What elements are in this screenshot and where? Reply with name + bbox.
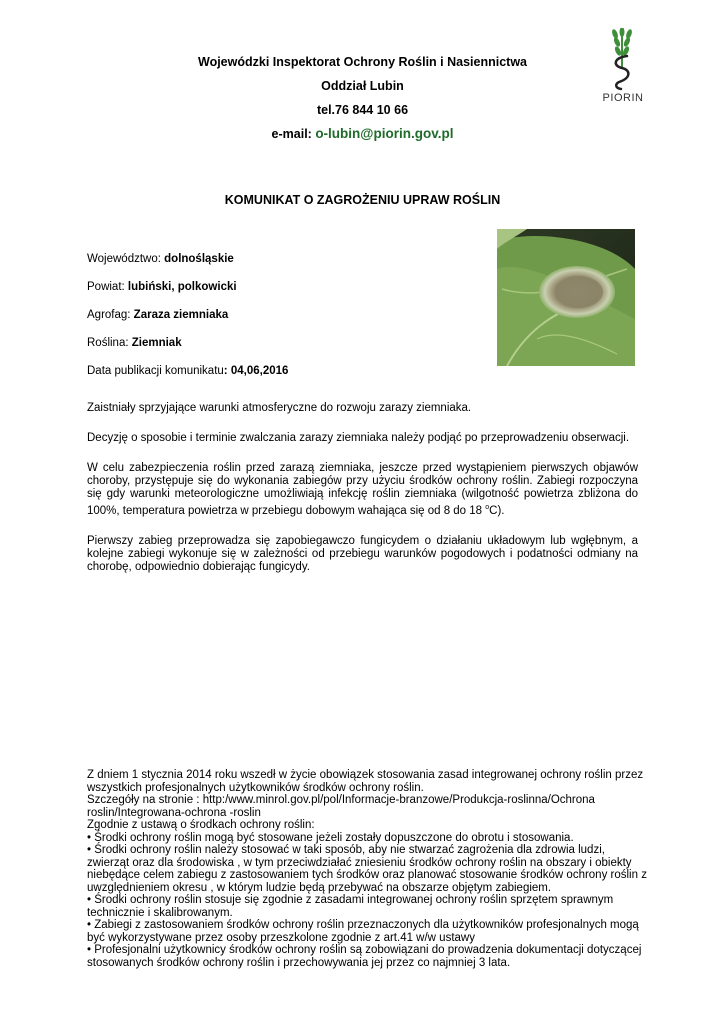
pest-label: Agrofag:	[87, 309, 134, 321]
legal-bullet-4: • Zabiegi z zastosowaniem środków ochrony roślin przeznaczonych dla użytkowników profesjonalnych mogą być wykorzystywane przez osoby przeszkolone zgodnie z art.41 w/w ustawy	[87, 919, 639, 944]
legal-link[interactable]: Szczegóły na stronie : http:/www.minrol.gov.pl/pol/Informacje-branzowe/Produkcja-roslinna/Ochrona roslin/Integrowana-ochrona -roslin	[87, 794, 595, 819]
legal-bullet-1: • Środki ochrony roślin mogą być stosowane jeżeli zostały dopuszczone do obrotu i stosowania.	[87, 831, 574, 844]
plant-label: Roślina:	[87, 337, 132, 349]
field-plant	[87, 335, 487, 363]
date-colon: :	[223, 365, 228, 377]
plant-value: Ziemniak	[131, 337, 182, 349]
leaf-blight-photo	[497, 229, 635, 366]
paragraph-conditions: Zaistniały sprzyjające warunki atmosferyczne do rozwoju zarazy ziemniaka.	[87, 402, 472, 414]
field-pest	[87, 307, 487, 335]
header-institution: Wojewódzki Inspektorat Ochrony Roślin i Nasiennictwa	[198, 55, 527, 69]
legal-bullet-5: • Profesjonalni użytkownicy środków ochrony roślin są zobowiązani do prowadzenia dokumentacji dotyczącej stosowanych środków ochrony roślin i przechowywania jej przez co najmniej 3 lata.	[87, 944, 642, 969]
paragraph-first-treatment: Pierwszy zabieg przeprowadza się zapobiegawczo fungicydem o działaniu układowym lub wgłębnym, a kolejne zabiegi wykonuje się w zależności od przebiegu warunków pogodowych i podatności odmiany na chorobę, odpowiednio dobierając fungicydy.	[87, 534, 638, 573]
paragraph-protection	[87, 462, 638, 518]
paragraph-decision: Decyzję o sposobie i terminie zwalczania zarazy ziemniaka należy podjąć po przeprowadzeniu obserwacji.	[87, 432, 630, 444]
degree-sup: o	[485, 504, 490, 511]
wheat-snake-icon	[595, 28, 651, 92]
document-title: KOMUNIKAT O ZAGROŻENIU UPRAW ROŚLIN	[224, 193, 501, 207]
header	[150, 50, 575, 146]
legal-notice	[87, 769, 647, 969]
legal-act-heading: Zgodnie z ustawą o środkach ochrony roślin:	[87, 819, 315, 831]
header-branch: Oddział Lubin	[321, 79, 404, 93]
email-label: e-mail:	[271, 127, 316, 141]
voivodeship-value: dolnośląskie	[164, 253, 234, 265]
report-fields	[87, 251, 487, 391]
legal-intro: Z dniem 1 stycznia 2014 roku wszedł w życie obowiązek stosowania zasad integrowanej ochrony roślin przez wszystkich profesjonalnych użytkowników środków ochrony roślin.	[87, 769, 644, 794]
date-label: Data publikacji komunikatu	[87, 365, 224, 377]
county-value: lubiński, polkowicki	[127, 281, 237, 293]
logo-text: PIORIN	[602, 92, 644, 104]
field-county	[87, 279, 487, 307]
email-link[interactable]: o-lubin@piorin.gov.pl	[315, 126, 454, 141]
header-email	[150, 122, 575, 146]
legal-bullet-2: • Środki ochrony roślin należy stosować w taki sposób, aby nie stwarzać zagrożenia dla zdrowia ludzi, zwierząt oraz dla środowiska , w tym przeciwdziałać zniesieniu środków ochrony roślin na obszary i obiekty niebędące celem zabiegu z zastosowaniem tych środków oraz planować stosowanie środków ochrony roślin z uwzględnieniem okresu , w którym ludzie będą przebywać na obszarze objętym zabiegiem.	[87, 844, 647, 894]
potato-leaf-image	[497, 229, 635, 366]
message-body	[87, 402, 638, 591]
protection-end: C).	[489, 504, 505, 517]
county-label: Powiat:	[87, 281, 128, 293]
legal-bullet-3: • Środki ochrony roślin stosuje się zgodnie z zasadami integrowanej ochrony roślin sprzętem sprawnym technicznie i skalibrowanym.	[87, 894, 614, 919]
piorin-logo	[595, 28, 651, 112]
field-publication-date	[87, 363, 487, 391]
field-voivodeship	[87, 251, 487, 279]
pest-value: Zaraza ziemniaka	[133, 309, 229, 321]
header-phone: tel.76 844 10 66	[316, 103, 409, 117]
voivodeship-label: Województwo:	[87, 253, 165, 265]
protection-text: W celu zabezpieczenia roślin przed zarazą ziemniaka, jeszcze przed wystąpieniem pierwszych objawów choroby, przystępuje się do wykonania zabiegów przy użyciu środków ochrony roślin. Zabiegi rozpoczyna się gdy warunki meteorologiczne umożliwiają infekcję roślin ziemniaka (wilgotność powietrza zbliżona do 100%, temperatura powietrza w przebiegu dobowym wahająca się od 8 do 18	[87, 462, 638, 517]
date-value: 04,06,2016	[230, 365, 289, 377]
